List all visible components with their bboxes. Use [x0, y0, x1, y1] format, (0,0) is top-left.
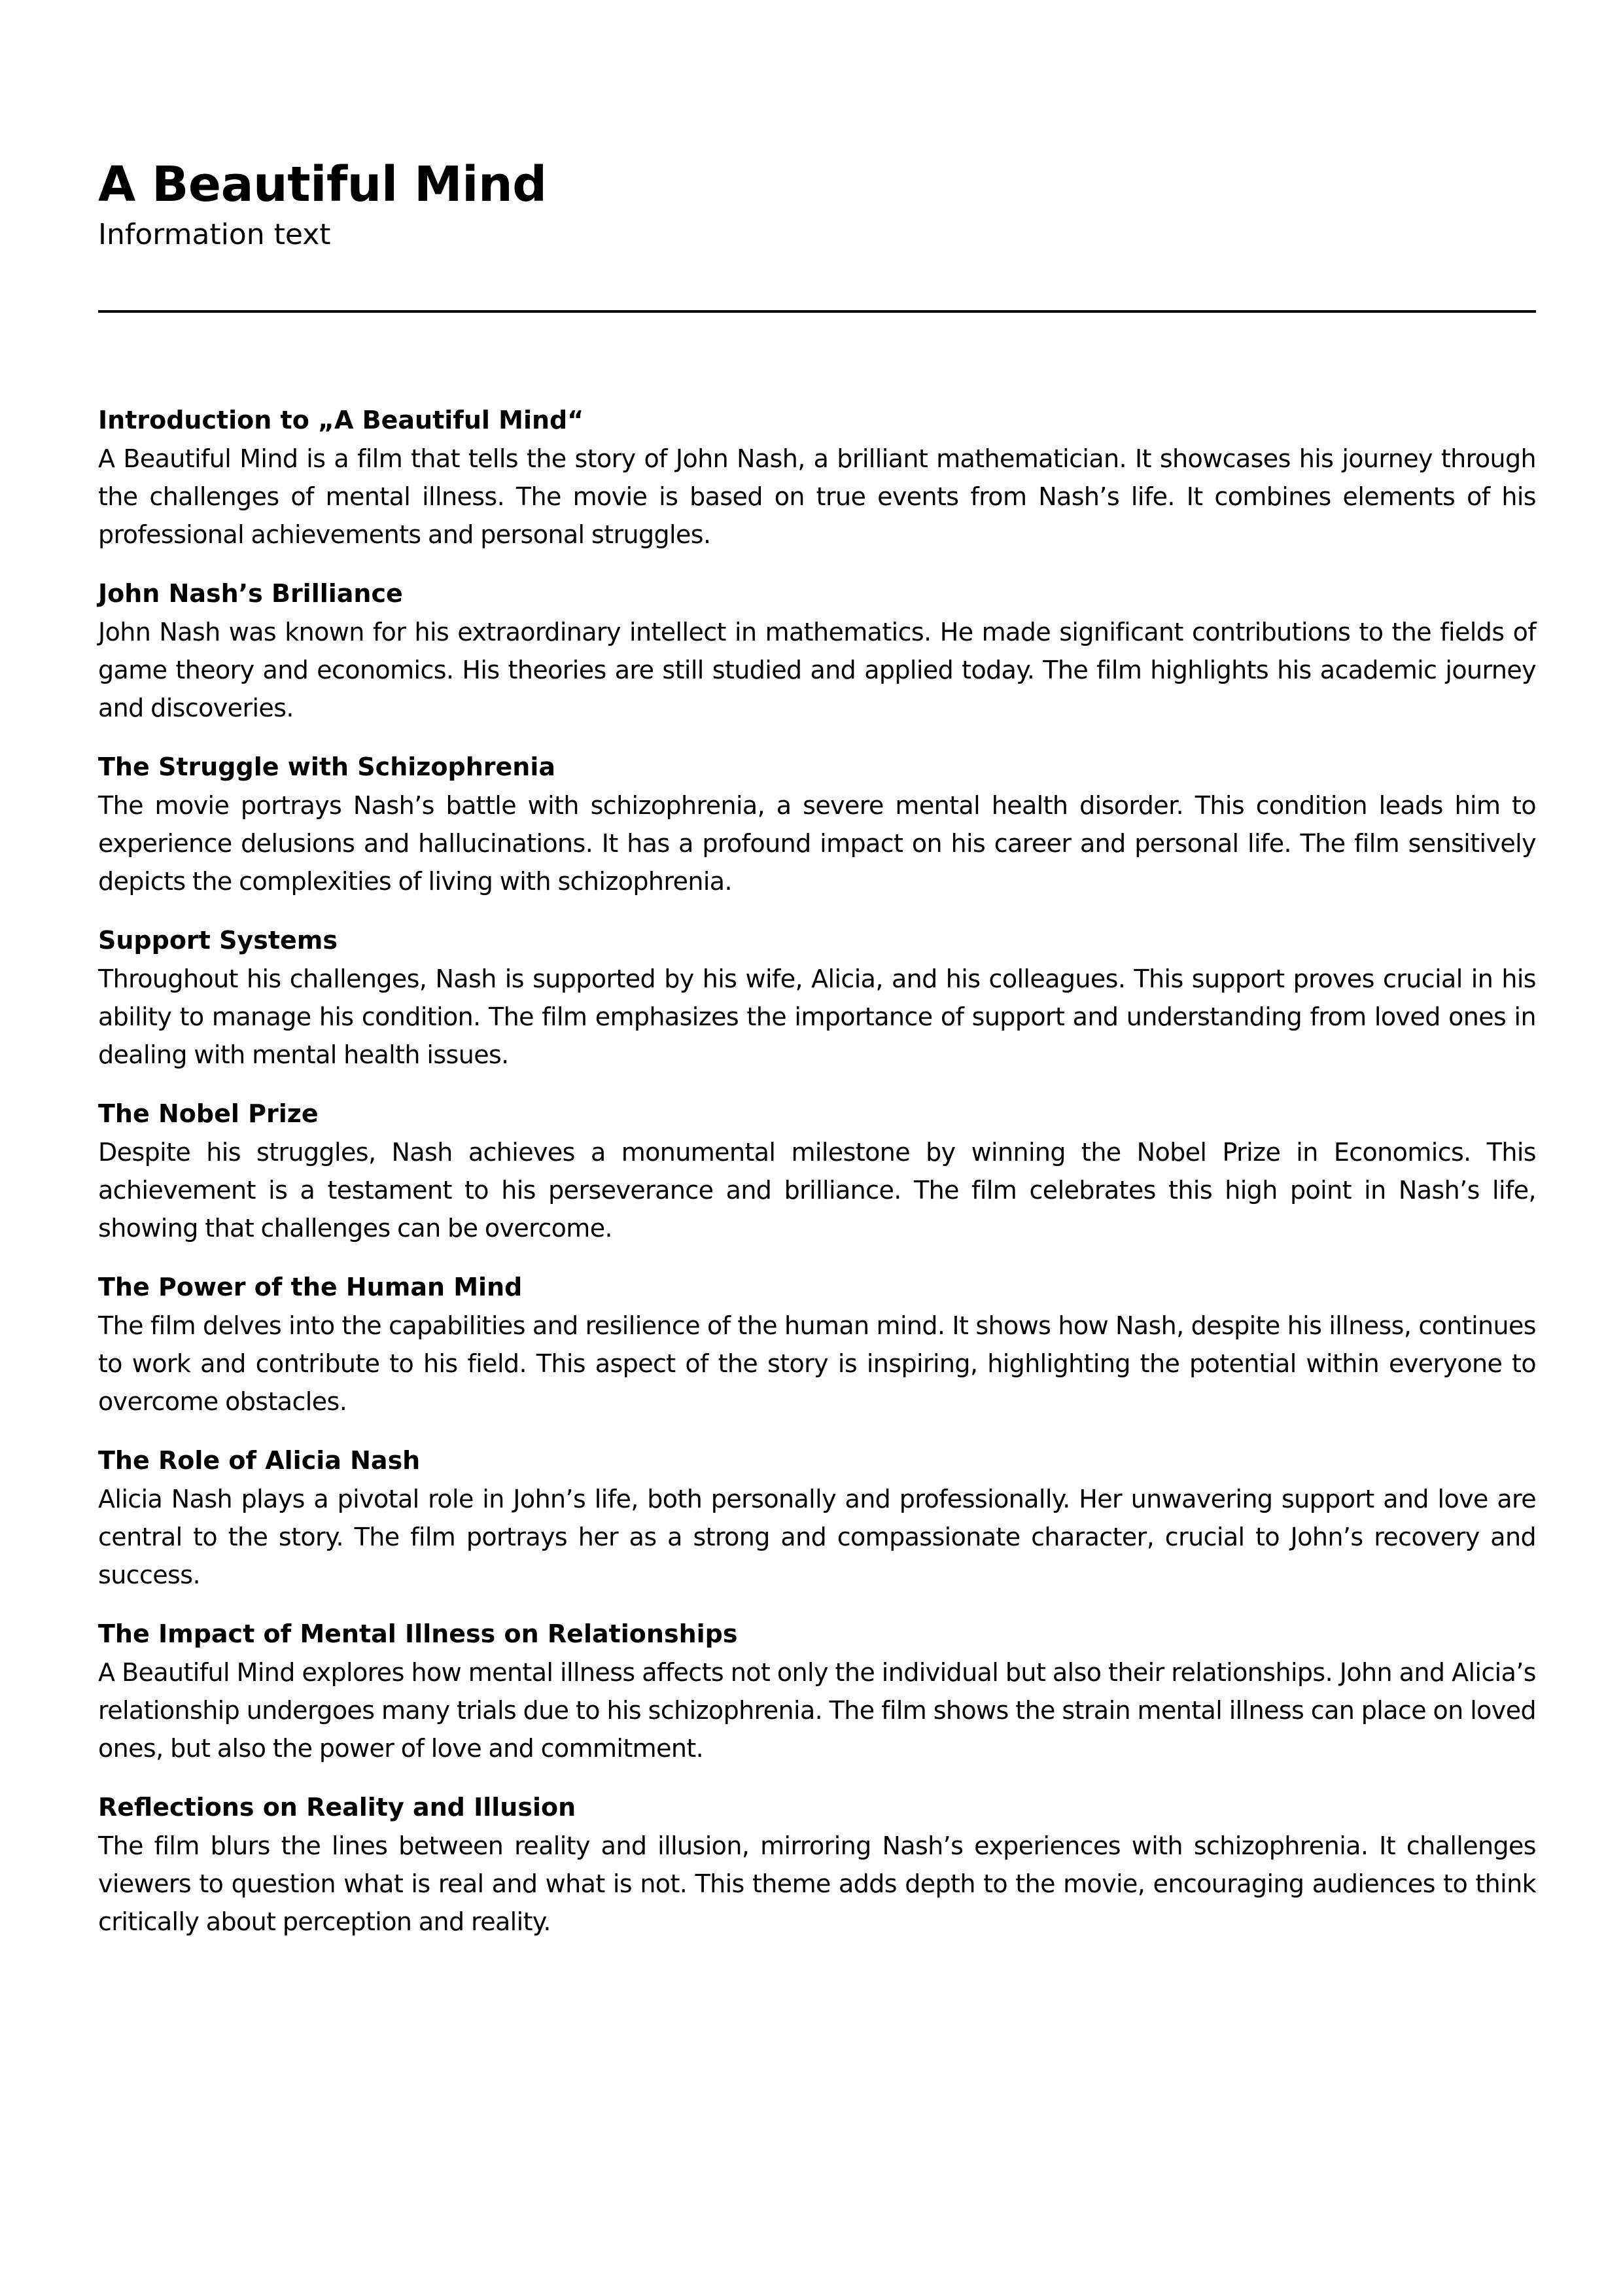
section-heading: John Nash’s Brilliance — [98, 579, 403, 608]
section-heading: Reflections on Reality and Illusion — [98, 1793, 576, 1822]
section-body: Alicia Nash plays a pivotal role in John’s life, both personally and professionally. Her unwavering support and love are central to the story. The film portrays her as a strong and compassionate character, crucial to John’s recovery and success. — [98, 1485, 1536, 1589]
document-title: A Beautiful Mind — [98, 156, 547, 213]
section-heading: Introduction to „A Beautiful Mind“ — [98, 406, 584, 434]
section-body: A Beautiful Mind is a film that tells the story of John Nash, a brilliant mathematician. It showcases his journey through the challenges of mental illness. The movie is based on true events from Nash’s life. It combines elements of his professional achievements and personal struggles. — [98, 444, 1536, 549]
section-alicia-nash — [98, 1441, 1536, 1594]
section-body: The movie portrays Nash’s battle with schizophrenia, a severe mental health disorder. This condition leads him to experience delusions and hallucinations. It has a profound impact on his career and personal life. The film sensitively depicts the complexities of living with schizophrenia. — [98, 791, 1536, 896]
section-heading: The Nobel Prize — [98, 1099, 319, 1128]
section-body: The film delves into the capabilities and resilience of the human mind. It shows how Nash, despite his illness, continues to work and contribute to his field. This aspect of the story is inspiring, highlighting the potential within everyone to overcome obstacles. — [98, 1311, 1536, 1416]
section-body: Throughout his challenges, Nash is supported by his wife, Alicia, and his colleagues. This support proves crucial in his ability to manage his condition. The film emphasizes the importance of support and understanding from loved ones in dealing with mental health issues. — [98, 964, 1536, 1069]
section-relationships — [98, 1614, 1536, 1767]
section-heading: The Struggle with Schizophrenia — [98, 752, 555, 781]
sections-container — [98, 400, 1536, 1961]
section-introduction — [98, 400, 1536, 554]
section-body: John Nash was known for his extraordinary intellect in mathematics. He made significant contributions to the fields of game theory and economics. His theories are still studied and applied today. The film highlights his academic journey and discoveries. — [98, 618, 1536, 722]
section-body: The film blurs the lines between reality and illusion, mirroring Nash’s experiences with schizophrenia. It challenges viewers to question what is real and what is not. This theme adds depth to the movie, encouraging audiences to think critically about perception and reality. — [98, 1831, 1536, 1936]
section-body: Despite his struggles, Nash achieves a monumental milestone by winning the Nobel Prize in Economics. This achievement is a testament to his perseverance and brilliance. The film celebrates this high point in Nash’s life, showing that challenges can be overcome. — [98, 1138, 1536, 1243]
section-human-mind — [98, 1267, 1536, 1421]
section-heading: The Impact of Mental Illness on Relationships — [98, 1619, 738, 1648]
section-heading: The Power of the Human Mind — [98, 1273, 523, 1301]
header-divider — [98, 310, 1536, 313]
section-heading: Support Systems — [98, 926, 338, 955]
section-support-systems — [98, 921, 1536, 1074]
document-page — [98, 156, 1536, 1936]
section-schizophrenia — [98, 747, 1536, 900]
section-brilliance — [98, 574, 1536, 727]
section-nobel-prize — [98, 1094, 1536, 1247]
section-body: A Beautiful Mind explores how mental illness affects not only the individual but also their relationships. John and Alicia’s relationship undergoes many trials due to his schizophrenia. The film shows the strain mental illness can place on loved ones, but also the power of love and commitment. — [98, 1658, 1536, 1763]
section-reality-illusion — [98, 1788, 1536, 1941]
document-subtitle: Information text — [98, 217, 331, 251]
section-heading: The Role of Alicia Nash — [98, 1446, 421, 1475]
